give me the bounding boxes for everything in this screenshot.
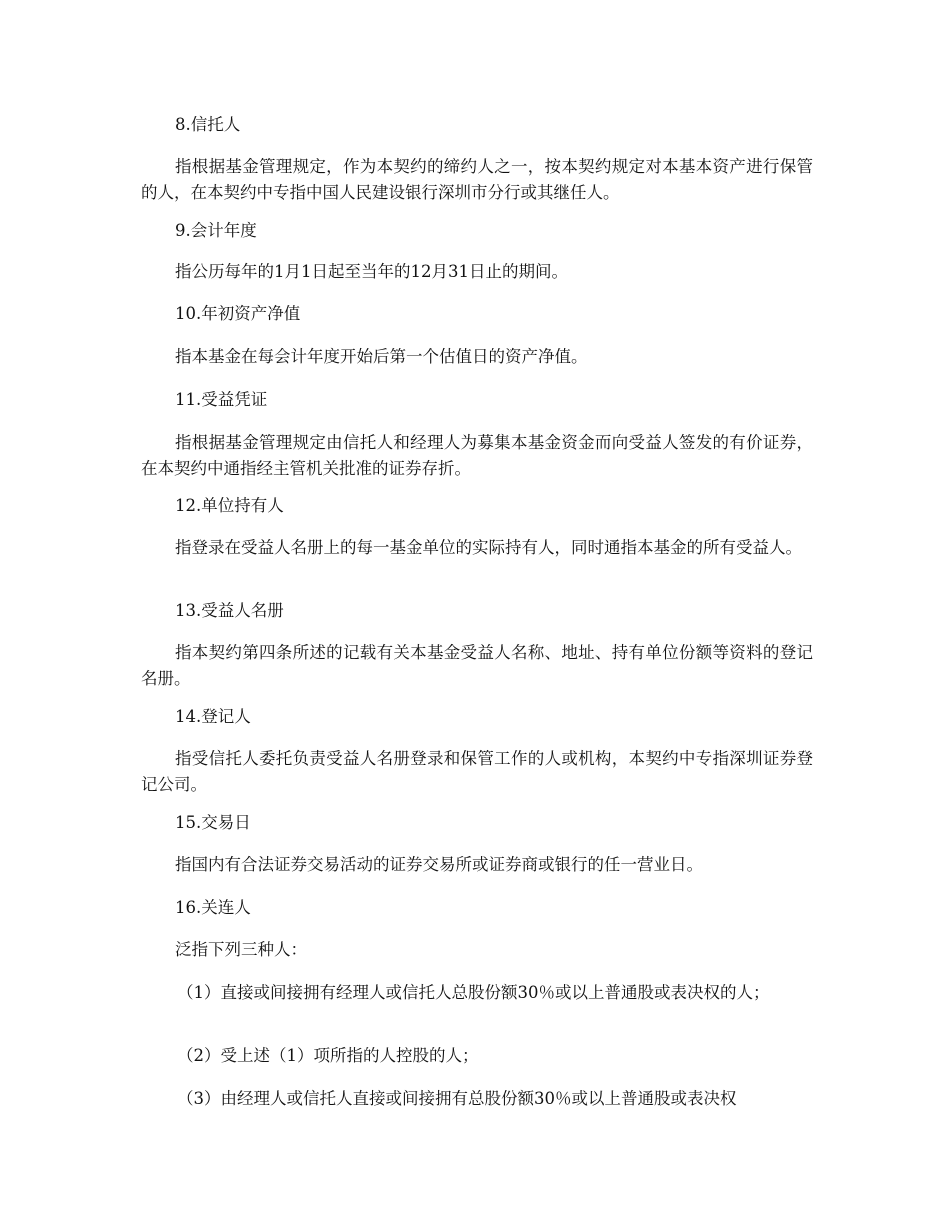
definition-paragraph-16: 泛指下列三种人：: [175, 940, 307, 959]
definition-paragraph-9: 指公历每年的1月1日起至当年的12月31日止的期间。: [175, 262, 568, 281]
section-heading-10: 10.年初资产净值: [175, 304, 301, 323]
section-heading-9: 9.会计年度: [175, 221, 257, 240]
section-heading-12: 12.单位持有人: [175, 496, 284, 515]
definition-paragraph-13: 指本契约第四条所述的记载有关本基金受益人名称、地址、持有单位份额等资料的登记名册。: [141, 643, 813, 688]
definition-paragraph-15: 指国内有合法证券交易活动的证券交易所或证券商或银行的任一营业日。: [175, 855, 703, 874]
section-heading-15: 15.交易日: [175, 813, 251, 832]
list-item-1: （1）直接或间接拥有经理人或信托人总股份额30％或以上普通股或表决权的人；: [177, 983, 770, 1002]
section-heading-13: 13.受益人名册: [175, 601, 284, 620]
definition-paragraph-11: 指根据基金管理规定由信托人和经理人为募集本基金资金而向受益人签发的有价证券，在本契约中通指经主管机关批准的证券存折。: [141, 433, 813, 478]
section-heading-14: 14.登记人: [175, 707, 251, 726]
definition-paragraph-10: 指本基金在每会计年度开始后第一个估值日的资产净值。: [175, 347, 588, 366]
section-heading-16: 16.关连人: [175, 898, 251, 917]
definition-paragraph-12: 指登录在受益人名册上的每一基金单位的实际持有人，同时通指本基金的所有受益人。: [175, 538, 802, 557]
list-item-2: （2）受上述（1）项所指的人控股的人；: [177, 1046, 479, 1065]
section-heading-11: 11.受益凭证: [175, 390, 268, 409]
list-item-3: （3）由经理人或信托人直接或间接拥有总股份额30％或以上普通股或表决权: [177, 1089, 737, 1108]
section-heading-8: 8.信托人: [175, 115, 241, 134]
definition-paragraph-14: 指受信托人委托负责受益人名册登录和保管工作的人或机构，本契约中专指深圳证券登记公司。: [141, 749, 813, 794]
definition-paragraph-8: 指根据基金管理规定，作为本契约的缔约人之一，按本契约规定对本基本资产进行保管的人，在本契约中专指中国人民建设银行深圳市分行或其继任人。: [141, 157, 813, 202]
